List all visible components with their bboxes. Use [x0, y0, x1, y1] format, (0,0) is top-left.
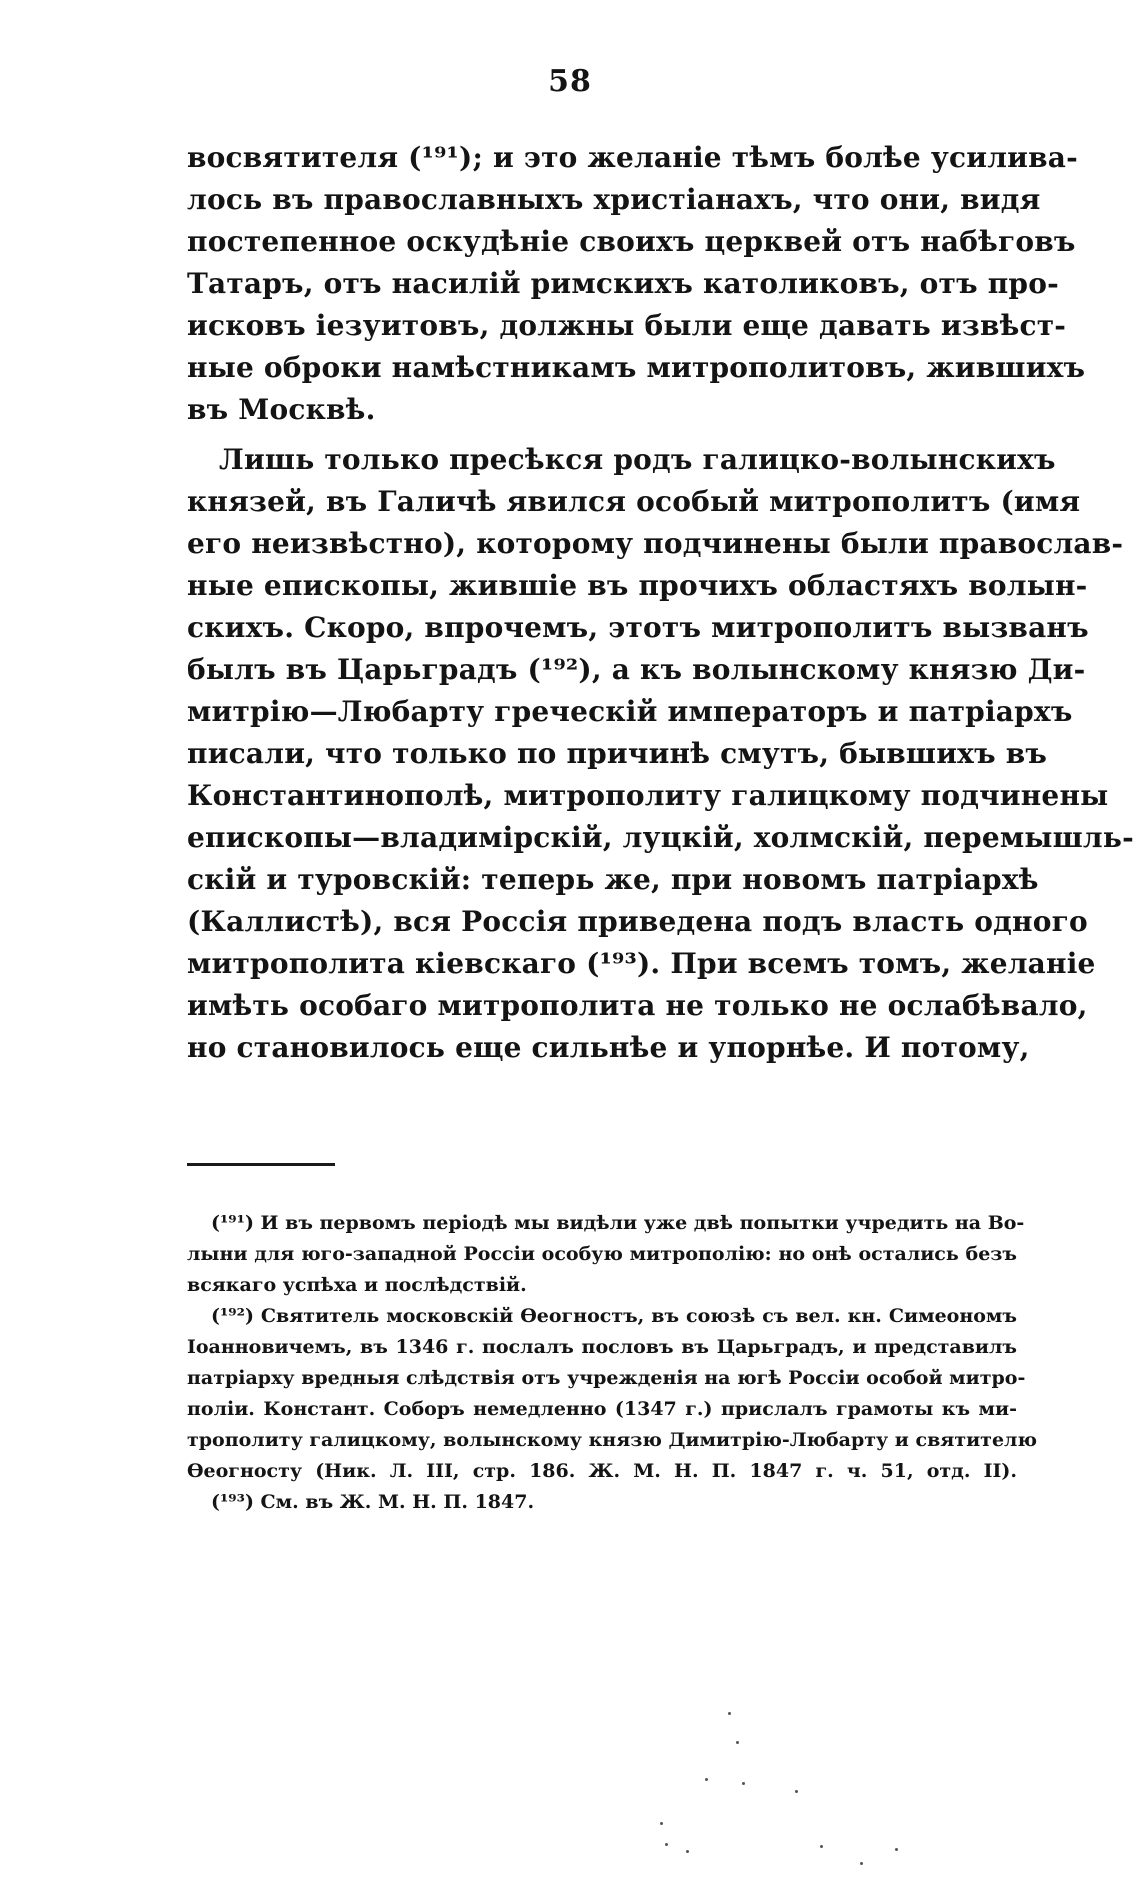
scan-speck [728, 1712, 731, 1715]
text-line: митрію—Любарту греческій императоръ и патріархъ [187, 695, 1073, 728]
footnote-line: (¹⁹¹) И въ первомъ періодѣ мы видѣли уже двѣ попытки учредить на Во- [211, 1212, 1025, 1234]
scan-speck [660, 1822, 663, 1825]
footnote-line: поліи. Констант. Соборъ немедленно (1347 г.) прислалъ грамоты къ ми- [187, 1398, 1017, 1420]
text-line: его неизвѣстно), которому подчинены были правослaв- [187, 527, 1124, 560]
scan-speck [820, 1845, 823, 1848]
text-line: ные епископы, жившіе въ прочихъ областяхъ волын- [187, 569, 1088, 602]
footnote-line: всякаго успѣха и послѣдствій. [187, 1274, 527, 1296]
text-line: Лишь только пресѣкся родъ галицко-волынскихъ [219, 443, 1056, 476]
text-line: въ Москвѣ. [187, 393, 376, 426]
text-line: постепенное оскудѣніе своихъ церквей отъ набѣговъ [187, 225, 1076, 258]
scan-speck [736, 1741, 739, 1744]
footnote-line: лыни для юго-западной Россіи особую митрополію: но онѣ остались безъ [187, 1243, 1017, 1265]
footnote-line: трополиту галицкому, волынскому князю Димитрію-Любарту и святителю [187, 1429, 1037, 1451]
footnotes [187, 1208, 1037, 1518]
paragraph-gap [187, 431, 1017, 439]
footnote-line: (¹⁹³) См. въ Ж. М. Н. П. 1847. [211, 1491, 535, 1513]
text-line: лось въ православныхъ христіанахъ, что они, видя [187, 183, 1041, 216]
text-line: но становилось еще сильнѣе и упорнѣе. И потому, [187, 1031, 1030, 1064]
footnote-line: патріарху вредныя слѣдствія отъ учрежденія на югѣ Россіи особой митро- [187, 1367, 1026, 1389]
text-line: имѣть особаго митрополита не только не ослабѣвало, [187, 989, 1088, 1022]
text-line: Константинополѣ, митрополиту галицкому подчинены [187, 779, 1109, 812]
main-text [187, 137, 1134, 1069]
scan-speck [895, 1848, 898, 1851]
scan-speck [686, 1850, 689, 1853]
scan-speck [860, 1862, 863, 1865]
text-line: исковъ іезуитовъ, должны были еще давать извѣст- [187, 309, 1067, 342]
text-line: былъ въ Царьградъ (¹⁹²), а къ волынскому князю Ди- [187, 653, 1086, 686]
footnote-line: Іоанновичемъ, въ 1346 г. послалъ пословъ въ Царьградъ, и представилъ [187, 1336, 1017, 1358]
text-line: Татаръ, отъ насилій римскихъ католиковъ, отъ про- [187, 267, 1059, 300]
footnote-line: Ѳеогносту (Ник. Л. III, стр. 186. Ж. М. Н. П. 1847 г. ч. 51, отд. II). [187, 1460, 1017, 1482]
text-line: скій и туровскій: теперь же, при новомъ патріархѣ [187, 863, 1039, 896]
text-line: писали, что только по причинѣ смутъ, бывшихъ въ [187, 737, 1048, 770]
page-number: 58 [548, 64, 592, 99]
text-line: митрополита кіевскаго (¹⁹³). При всемъ томъ, желаніе [187, 947, 1096, 980]
text-line: скихъ. Скоро, впрочемъ, этотъ митрополитъ вызванъ [187, 611, 1089, 644]
text-line: ные оброки намѣстникамъ митрополитовъ, жившихъ [187, 351, 1086, 384]
scan-speck [665, 1843, 668, 1846]
scan-speck [742, 1782, 745, 1785]
scan-speck [705, 1778, 708, 1781]
scan-speck [795, 1790, 798, 1793]
text-line: восвятителя (¹⁹¹); и это желаніе тѣмъ болѣе усиливa- [187, 141, 1078, 174]
text-line: князей, въ Галичѣ явился особый митрополитъ (имя [187, 485, 1081, 518]
text-line: (Каллистѣ), вся Россія приведена подъ власть одного [187, 905, 1088, 938]
footnote-line: (¹⁹²) Святитель московскій Ѳеогностъ, въ союзѣ съ вел. кн. Симеономъ [211, 1305, 1017, 1327]
footnote-separator [187, 1163, 335, 1166]
text-line: епископы—владимірскій, луцкій, холмскій, перемышль- [187, 821, 1134, 854]
